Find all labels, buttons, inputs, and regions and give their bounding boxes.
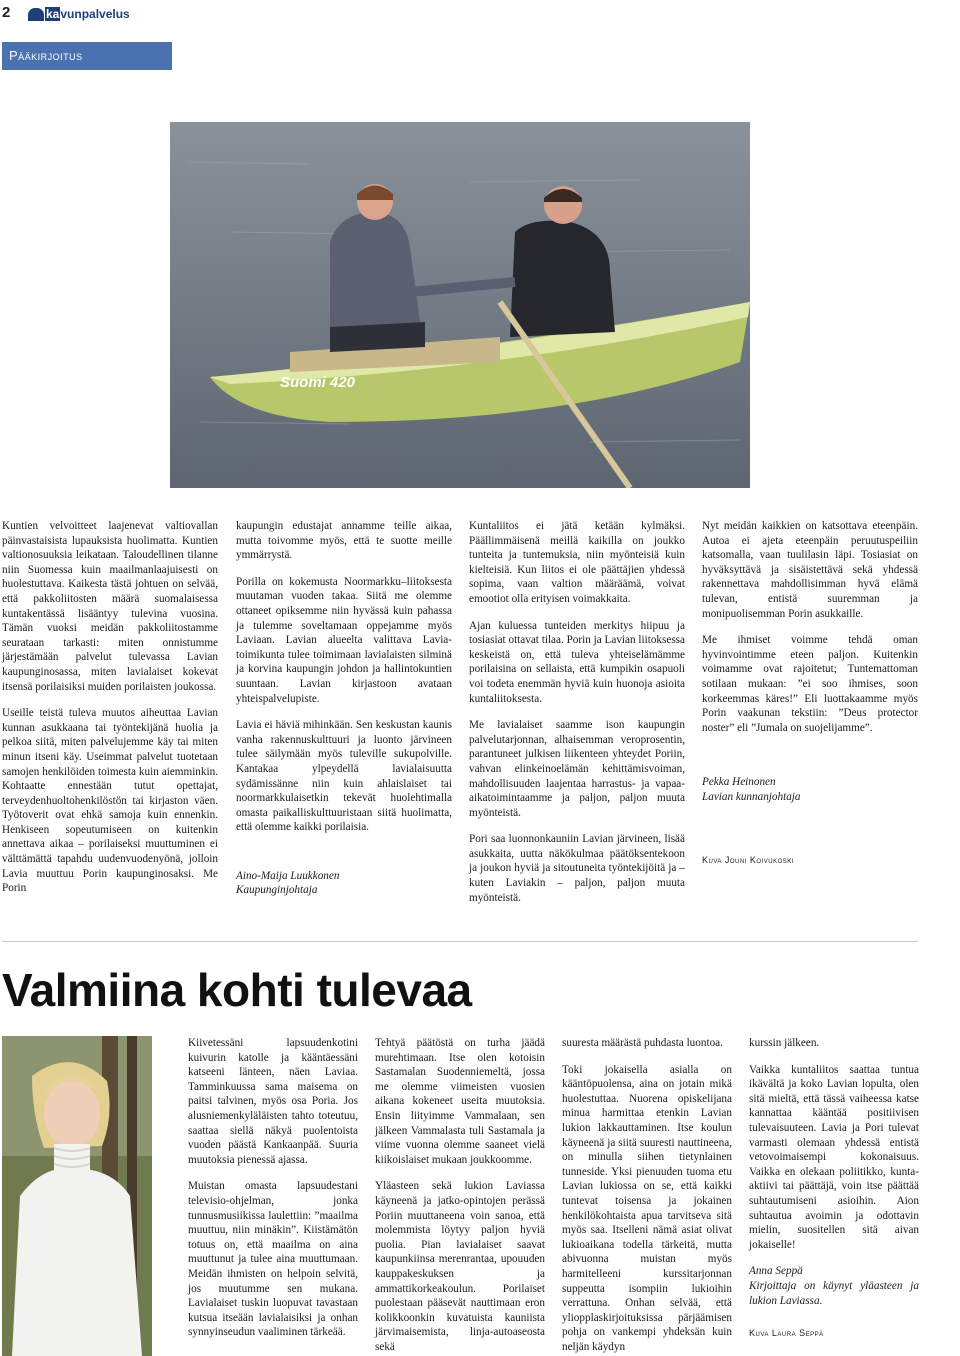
article2-paragraph: suuresta määrästä puhdasta luontoa. — [562, 1037, 723, 1049]
article1-signature-name-1: Aino-Maija Luukkonen — [236, 869, 340, 882]
article2-photo-credit: Kuva Laura Seppä — [749, 1328, 824, 1339]
article1-paragraph: Pori saa luonnonkauniin Lavian järvineen, lisää asukkaita, uutta näkökulmaa päätöksentekoon ja joukon hyviä ja sitoutuneita työntekijöitä ja – kuten Laviakin – paljon, paljon muuta myönteistä. — [469, 833, 685, 904]
article1-column-4 — [702, 519, 918, 879]
article2-paragraph: Kiivetessäni lapsuudenkotini kuivurin katolle ja kääntäessäni katseeni länteen, näen Laviaa. Tamminkuussa sama maisema on paitsi talvinen, myös osa Poria. Jos alusniemenkyläläisten tahto toteutuu, saattaa siellä näkyä puolentoista vuoden päästä Kankaanpää. Suuria muutoksia pienessä ajassa. — [188, 1037, 358, 1166]
logo-icon — [28, 8, 44, 21]
article2-column-1 — [188, 1036, 358, 1352]
article1-signature-title-1: Kaupunginjohtaja — [236, 884, 318, 897]
article1-signature-name-2: Pekka Heinonen — [702, 776, 776, 789]
article1-paragraph: Kuntien velvoitteet laajenevat valtiovallan päinvastaisista lupauksista huolimatta. Kuntien valtionosuuksia leikataan. Taloudellinen tilanne niin Suomessa kuin maailmanlaajuisesti on huolestuttava. Kaikesta tästä johtuen on selvää, että pakkoliitosten määrä suomalaisessa kuntakentässä lisääntyy tulevina vuosina. Tämän vuoksi meidän pakkoliitostamme seurataan tarkasti: miten onnistumme järjestämään palvelut tulevassa Lavian kaupunginosassa, miten lavialaiset kokevat itsensä porilaisiksi muiden porilaisten joukossa. — [2, 520, 218, 693]
article1-paragraph: kaupungin edustajat annamme teille aikaa, mutta toivomme myös, että te suotte meille ymmärrystä. — [236, 520, 452, 562]
article2-paragraph: Toki jokaisella asialla on kääntöpuolensa, aina on jotain mikä huolestuttaa. Nuorena opiskelijana minua harmittaa etenkin Lavian lukion lakkauttaminen. Itse koulun käyneenä ja siitä suuresti nauttineena, on minulla siihen tietynlainen tunneside. Yksi pienuuden tuoma etu Lavian lukiossa on se, että kaikki tuntevat toisensa ja jokainen henkilökohtaista apua tarvitseva sitä myös saa. Itselleni nämä asiat olivat lukioaikana todella tärkeitä, mutta abivuonna muistan myös harmitelleeni kurssitarjonnan suppeutta isompiin lukioihin verrattuna. Onhan selvää, että yliopplaskirjoituksissa pärjäämisen pohja on vankempi yhdeksän kuin neljän käydyn — [562, 1063, 732, 1353]
article1-paragraph: Nyt meidän kaikkien on katsottava eteenpäin. Autoa ei ajeta eteenpäin peruutuspeiliin katsomalla, vaan tuulilasin läpi. Tosiasiat on hyväksyttävä ja sisäistettävä sekä yhdessä rakennettava mahdollisimman hyvä elämä tulevan, entistä suuremman ja monipuolisemman Porin asukkaille. — [702, 520, 918, 620]
article1-paragraph: Me lavialaiset saamme ison kaupungin palvelutarjonnan, alhaisemman veroprosentin, parantuneet julkisen liikenteen yhteydet Poriin, vahvan elinkeinoelämän kehittämisvoiman, mahdollisuuden laajentaa harrastus- ja vapaa-aikatoimintaamme ja paljon, paljon muuta myönteistä. — [469, 719, 685, 819]
article1-paragraph: Useille teistä tuleva muutos aiheuttaa Lavian kunnan asukkaana tai työntekijänä huolia ja pelkoa siitä, miten palvelujemme käy tai miten minun itseni käy. Useimmat palvelut tuotetaan samojen henkilöiden toimesta kuin aiemminkin. Kohtaatte ennestään tutut opettajat, terveydenhuoltohenkilöstön tai kirjaston väen. Työtoverit ovat ehkä samoja kuin ennenkin. Henkiseen sopeutumiseen on kuitenkin annettava aikaa – porilaiseksi muuttuminen ei välttämättä tapahdu uudenvuodenyönä, jolloin Lavia muuttuu Porin kaupunginosaksi. Me Porin — [2, 707, 218, 895]
article1-column-1 — [2, 519, 218, 908]
logo-text-part-b: vun — [60, 7, 82, 21]
article1-paragraph: Porilla on kokemusta Noormarkku–liitoksesta muutaman vuoden takaa. Siitä me olemme ottaneet opiksemme niin hyvässä kuin pahassa ja tulemme soveltamaan oppejamme myös Laviaan. Lavian alueelta valittava Lavia-toimikunta tulee toimimaan lavialaisten silminä ja korvina kaupungin johdon ja hallintokuntien suuntaan. Lavian kirjastoon avataan yhteispalvelupiste. — [236, 575, 452, 705]
article2-signature-note: Kirjoittaja on käynyt yläasteen ja lukion Laviassa. — [749, 1279, 919, 1307]
page-header — [0, 0, 960, 30]
portrait-photo — [2, 1036, 152, 1356]
portrait-photo-image — [2, 1036, 152, 1356]
logo-text-part-c: palvelus — [81, 7, 130, 21]
article2-column-2 — [375, 1036, 545, 1356]
article2-column-3 — [562, 1036, 732, 1356]
rowboat-photo — [170, 122, 750, 488]
article1-photo-credit: Kuva Jouni Koivukoski — [702, 854, 794, 865]
article2-paragraph: Muistan omasta lapsuudestani televisio-ohjelman, jonka tunnusmusiikissa laulettiin: ”maailma muuttuu, niin minäkin”. Kiistämätön totuus on, että maailma on aina muuttunut ja tulee aina muuttumaan. Meidän ihmisten on helpoin selvitä, jos muutumme sen mukana. Lavialaiset tuskin luopuvat tavastaan kutsua itseään lavialaisiksi ja onhan synnyinseudun vaaliminen tärkeää. — [188, 1180, 358, 1339]
article2-column-4 — [749, 1036, 919, 1353]
article2-paragraph: Yläasteen sekä lukion Laviassa käyneenä ja jatko-opintojen perässä Poriin muuttaneena voin sanoa, että molemmista löytyy paljon hyviä puolia. Pian lavialaiset saavat kaupunkiinsa merenrantaa, upouuden kauppakeskuksen ja ammattikorkeakoulun. Porilaiset puolestaan pääsevät nauttimaan eron kolikkoonkin kuvatuista kauniista järvimaisemista, linja-autoaseosta sekä — [375, 1180, 545, 1353]
article1-paragraph: Ajan kuluessa tunteiden merkitys hiipuu ja tosiasiat ottavat tilaa. Porin ja Lavian liitoksessa keskeistä on, että tuleva yhteiselämämme porilaisina on sellaista, että kumpikin osapuoli voi todeta enemmän hyviä kuin huonoja asioita kuntaliitoksesta. — [469, 619, 685, 705]
page-number: 2 — [2, 4, 11, 21]
article-divider — [2, 941, 918, 942]
article1-paragraph: Kuntaliitos ei jätä ketään kylmäksi. Päällimmäisenä meillä kaikilla on joukko tunteita ja tuntemuksia, niin myönteisiä kuin kielteisiä. Kun liitos ei ole päättäjien yhdessä sopima, vaan valtion määräämä, voivat emootiot olla erityisen voimakkaita. — [469, 520, 685, 605]
rowboat-photo-image — [170, 122, 750, 488]
article2-paragraph: Tehtyä päätöstä on turha jäädä murehtimaan. Itse olen kotoisin Sastamalan Suodenniemeltä, jossa me olemme viimeisten vuosien aikana kokeneet useita muutoksia. Ensin liityimme Vammalaan, sen jälkeen Vammalasta tuli Sastamala ja viime vuonna olemme saaneet vielä kiikoislaiset mukaan joukkoomme. — [375, 1037, 545, 1166]
section-label: Pääkirjoitus — [2, 42, 172, 70]
article2-paragraph: Vaikka kuntaliitos saattaa tuntua ikävältä ja koko Lavian lopulta, olen sitä mieltä, että tässä vaiheessa katse kannattaa kääntää positiivisen tulevaisuuteen. Lavia ja Pori tulevat varmasti olemaan yhdessä entistä vetovoimaisempi kokonaisuus. Vaikka en olekaan poliitikko, kunta-aktiivi tai päättäjä, voin itse päättää suhtautumiseni asioihin. Aion suhtautua avoimin ja odottavin mielin, suositellen sitä aivan jokaiselle! — [749, 1063, 919, 1251]
article2-paragraph: kurssin jälkeen. — [749, 1037, 820, 1049]
boat-label: Suomi 420 — [280, 374, 356, 391]
article2-signature-name: Anna Seppä — [749, 1265, 803, 1278]
article1-column-3 — [469, 519, 685, 917]
article2-headline: Valmiina kohti tulevaa — [2, 964, 472, 1016]
publication-logo — [28, 5, 130, 23]
article1-column-2 — [236, 519, 452, 910]
article1-paragraph: Me ihmiset voimme tehdä oman hyvinvointimme eteen paljon. Kuitenkin voimamme ovat rajoitetut; Tuntemattoman sotilaan mukaan: ”ei soo ihmises, soon korkeemmas käres!” Eli luottakaamme myös Porin vaakunan tekstiin: ”Deus protector noster” eli ”Jumala on suojelijamme”. — [702, 634, 918, 734]
logo-text-part-a: ka — [46, 7, 60, 21]
article1-signature-title-2: Lavian kunnanjohtaja — [702, 790, 801, 803]
article1-paragraph: Lavia ei häviä mihinkään. Sen keskustan kaunis vanha rakennuskulttuuri ja luonto järvineen tulee säilymään myös tuleville sukupolville. Kantakaa ylpeydellä lavialaisuutta sydämissänne niin kuin ahlaislaiset tai noormarkkulaisetkin tekevät huolehtimalla omasta paikalliskulttuuristaan siitä huolimatta, että olemme kaikki porilaisia. — [236, 719, 452, 834]
